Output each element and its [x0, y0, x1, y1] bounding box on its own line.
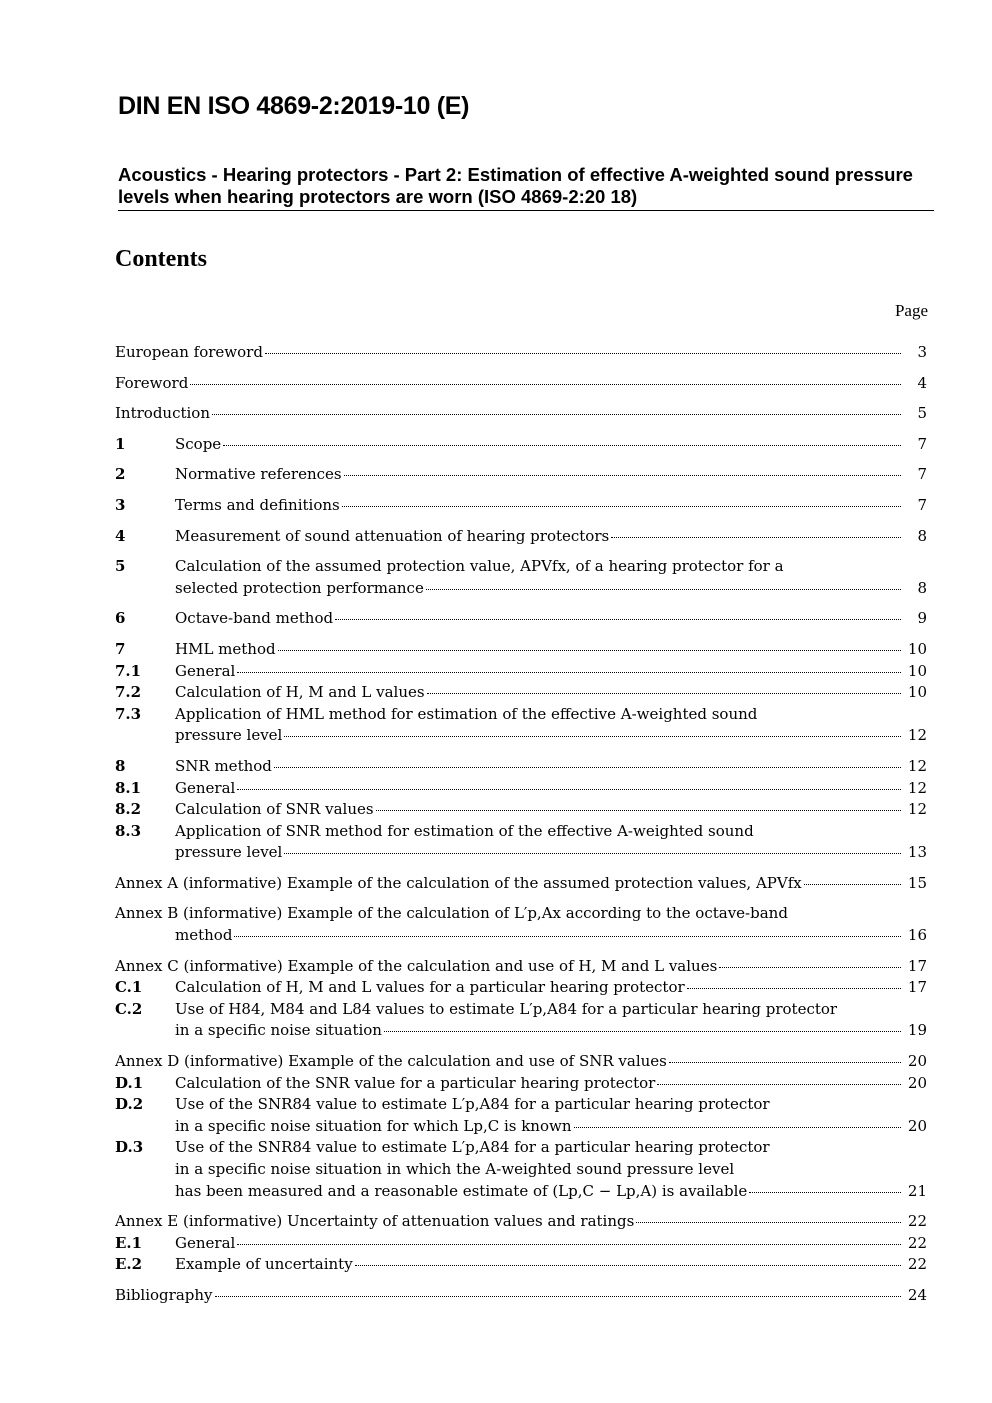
toc-entry[interactable] — [115, 556, 927, 578]
toc-entry[interactable] — [115, 1094, 927, 1116]
toc-dot-leader — [719, 966, 901, 968]
toc-entry-title: HML method — [175, 639, 276, 658]
toc-entry[interactable] — [115, 608, 927, 630]
page-header — [118, 92, 934, 207]
toc-entry-number: 8 — [115, 756, 126, 775]
toc-entry-number: 7.1 — [115, 661, 142, 680]
toc-entry[interactable] — [115, 403, 927, 425]
toc-group — [115, 342, 927, 364]
toc-entry[interactable] — [115, 1051, 927, 1073]
toc-dot-leader — [223, 444, 901, 446]
toc-group — [115, 903, 927, 946]
toc-entry-title: pressure level — [175, 843, 283, 862]
toc-entry-page: 22 — [907, 1233, 927, 1252]
toc-dot-leader — [669, 1061, 901, 1063]
toc-entry-title: method — [175, 926, 233, 945]
toc-entry-page: 20 — [907, 1052, 927, 1071]
toc-entry[interactable] — [115, 999, 927, 1021]
toc-entry[interactable] — [115, 903, 927, 925]
toc-entry-number: E.2 — [115, 1255, 143, 1274]
toc-group — [115, 608, 927, 630]
toc-dot-leader — [212, 413, 901, 415]
toc-entry[interactable] — [115, 925, 927, 947]
toc-entry-title: Calculation of H, M and L values — [175, 683, 425, 702]
toc-entry[interactable] — [115, 704, 927, 726]
toc-entry-page: 10 — [907, 683, 927, 702]
toc-group — [115, 434, 927, 456]
toc-dot-leader — [687, 987, 901, 989]
toc-entry-title: in a specific noise situation in which the A-weighted sound pressure level — [175, 1160, 735, 1178]
toc-entry-number: 8.3 — [115, 821, 142, 840]
toc-entry-page: 12 — [907, 800, 927, 819]
toc-dot-leader — [237, 1243, 901, 1245]
toc-dot-leader — [335, 618, 901, 620]
toc-dot-leader — [384, 1030, 901, 1032]
toc-entry-number: 6 — [115, 609, 126, 628]
toc-entry-page: 10 — [907, 639, 927, 658]
toc-entry-title: Annex B (informative) Example of the calculation of L′p,Ax according to the octave-band — [115, 904, 788, 923]
toc-dot-leader — [342, 505, 901, 507]
toc-dot-leader — [376, 809, 901, 811]
toc-dot-leader — [237, 788, 901, 790]
toc-dot-leader — [237, 671, 901, 673]
toc-entry-title: Annex A (informative) Example of the calculation of the assumed protection values, APVfx — [115, 873, 802, 892]
toc-entry-number: 7.2 — [115, 683, 142, 702]
toc-entry-title: selected protection performance — [175, 578, 424, 597]
toc-entry[interactable] — [115, 661, 927, 683]
toc-entry[interactable] — [115, 842, 927, 864]
toc-dot-leader — [427, 692, 901, 694]
toc-entry-number: 7.3 — [115, 704, 142, 723]
toc-dot-leader — [804, 883, 901, 885]
toc-entry[interactable] — [115, 977, 927, 999]
toc-entry-page: 7 — [917, 434, 927, 453]
toc-entry-number: 4 — [115, 526, 126, 545]
toc-entry-title: Octave-band method — [175, 609, 334, 628]
toc-entry-title: Foreword — [115, 373, 189, 392]
toc-entry-title: pressure level — [175, 726, 283, 745]
toc-entry-page: 3 — [917, 343, 927, 361]
toc-entry-title: Use of the SNR84 value to estimate L′p,A84 for a particular hearing protector — [175, 1138, 770, 1157]
toc-entry-page: 19 — [907, 1021, 927, 1040]
toc-entry-number: D.1 — [115, 1073, 144, 1092]
toc-entry-title: Example of uncertainty — [175, 1255, 353, 1274]
toc-entry-page: 8 — [917, 526, 927, 545]
toc-entry[interactable] — [115, 1233, 927, 1255]
toc-entry[interactable] — [115, 578, 927, 600]
page-column-label: Page — [894, 301, 928, 320]
toc-entry-title: Calculation of the SNR value for a particular hearing protector — [175, 1073, 656, 1092]
toc-group — [115, 526, 927, 548]
toc-entry[interactable] — [115, 373, 927, 395]
toc-entry-number: C.2 — [115, 999, 143, 1018]
toc-entry-number: 2 — [115, 465, 126, 484]
toc-entry[interactable] — [115, 725, 927, 747]
toc-dot-leader — [284, 852, 901, 854]
toc-entry-page: 21 — [907, 1181, 927, 1200]
toc-group — [115, 956, 927, 1042]
toc-dot-leader — [284, 735, 901, 737]
toc-dot-leader — [355, 1264, 901, 1266]
toc-entry[interactable] — [115, 342, 927, 364]
toc-entry-title: General — [175, 1233, 236, 1252]
toc-entry-page: 17 — [907, 956, 927, 975]
toc-entry[interactable] — [115, 1116, 927, 1138]
toc-entry-number: D.3 — [115, 1138, 144, 1157]
toc-entry-title: in a specific noise situation — [175, 1021, 382, 1040]
toc-entry-page: 9 — [917, 609, 927, 628]
toc-entry[interactable] — [115, 1020, 927, 1042]
toc-entry-title: Normative references — [175, 465, 342, 484]
toc-entry-number: 8.2 — [115, 800, 142, 819]
toc-group — [115, 403, 927, 425]
contents-heading: Contents — [115, 246, 208, 272]
toc-entry-page: 4 — [917, 373, 927, 392]
toc-entry[interactable] — [115, 1181, 927, 1203]
toc-group — [115, 373, 927, 395]
toc-entry-title: Use of the SNR84 value to estimate L′p,A84 for a particular hearing protector — [175, 1095, 770, 1114]
toc-entry[interactable] — [115, 873, 927, 895]
toc-entry-title: Application of SNR method for estimation of the effective A-weighted sound — [175, 821, 754, 840]
toc-entry[interactable] — [115, 1254, 927, 1276]
toc-entry[interactable] — [115, 1285, 927, 1307]
toc-entry-title: Annex D (informative) Example of the calculation and use of SNR values — [115, 1052, 667, 1071]
toc-dot-leader — [265, 352, 901, 354]
toc-entry-page: 16 — [907, 926, 927, 945]
toc-group — [115, 873, 927, 895]
toc-dot-leader — [278, 649, 901, 651]
toc-entry[interactable] — [115, 434, 927, 456]
toc-entry[interactable] — [115, 639, 927, 661]
toc-entry-title: Terms and definitions — [175, 495, 340, 514]
toc-entry-number: 7 — [115, 639, 126, 658]
toc-entry-title: Bibliography — [115, 1285, 213, 1304]
toc-entry-number: C.1 — [115, 978, 143, 997]
toc-group — [115, 756, 927, 864]
toc-dot-leader — [574, 1126, 902, 1128]
toc-entry-number: 1 — [115, 434, 126, 453]
toc-entry-page: 7 — [917, 465, 927, 484]
toc-entry[interactable] — [115, 526, 927, 548]
toc-group — [115, 464, 927, 486]
toc-entry-number: E.1 — [115, 1233, 143, 1252]
toc-entry-page: 5 — [917, 404, 927, 423]
toc-entry-page: 8 — [917, 578, 927, 597]
toc-entry[interactable] — [115, 756, 927, 778]
toc-entry-page: 13 — [907, 843, 927, 862]
toc-entry[interactable] — [115, 1159, 927, 1181]
toc-dot-leader — [215, 1295, 902, 1297]
toc-dot-leader — [426, 588, 901, 590]
toc-entry-title: European foreword — [115, 343, 263, 361]
toc-entry-title: Scope — [175, 434, 222, 453]
toc-entry-number: D.2 — [115, 1095, 144, 1114]
toc-group — [115, 495, 927, 517]
toc-dot-leader — [657, 1083, 901, 1085]
toc-entry-page: 12 — [907, 726, 927, 745]
toc-group — [115, 1285, 927, 1307]
toc-entry-title: Calculation of SNR values — [175, 800, 374, 819]
toc-entry-title: Annex E (informative) Uncertainty of attenuation values and ratings — [115, 1212, 635, 1231]
toc-entry-title: General — [175, 778, 236, 797]
toc-entry-title: in a specific noise situation for which Lp,C is known — [175, 1116, 572, 1135]
toc-entry-title: Application of HML method for estimation of the effective A-weighted sound — [175, 704, 758, 723]
toc-entry-title: has been measured and a reasonable estimate of (Lp,C − Lp,A) is available — [175, 1181, 748, 1200]
toc-entry-page: 10 — [907, 661, 927, 680]
toc-entry-title: Calculation of H, M and L values for a particular hearing protector — [175, 978, 685, 997]
toc-entry-number: 5 — [115, 557, 126, 576]
toc-entry[interactable] — [115, 799, 927, 821]
toc-entry-page: 24 — [907, 1285, 927, 1304]
toc-group — [115, 639, 927, 747]
toc-entry[interactable] — [115, 495, 927, 517]
document-title: Acoustics - Hearing protectors - Part 2: Estimation of effective A-weighted sound pressure levels when hearing protectors are worn (ISO 4869-2:20 18) — [118, 164, 934, 211]
toc-dot-leader — [344, 474, 901, 476]
toc-entry-page: 12 — [907, 778, 927, 797]
toc-entry-title: Introduction — [115, 404, 210, 423]
document-id: DIN EN ISO 4869-2:2019-10 (E) — [118, 92, 470, 120]
toc-entry-number: 3 — [115, 495, 126, 514]
toc-entry-title: Use of H84, M84 and L84 values to estimate L′p,A84 for a particular hearing protector — [175, 999, 838, 1018]
toc-entry[interactable] — [115, 1137, 927, 1159]
toc-entry[interactable] — [115, 1211, 927, 1233]
toc-entry[interactable] — [115, 1073, 927, 1095]
toc-entry-page: 22 — [907, 1212, 927, 1231]
toc-entry-title: Calculation of the assumed protection value, APVfx, of a hearing protector for a — [175, 557, 784, 576]
toc-entry-page: 7 — [917, 495, 927, 514]
toc-entry[interactable] — [115, 821, 927, 843]
toc-entry-title: General — [175, 661, 236, 680]
toc-entry[interactable] — [115, 464, 927, 486]
toc-group — [115, 1051, 927, 1202]
toc-group — [115, 556, 927, 599]
toc-entry[interactable] — [115, 778, 927, 800]
toc-dot-leader — [274, 766, 901, 768]
toc-entry-page: 12 — [907, 756, 927, 775]
toc-entry-page: 22 — [907, 1255, 927, 1274]
toc-entry-title: SNR method — [175, 756, 272, 775]
toc-entry-page: 15 — [907, 873, 927, 892]
toc-dot-leader — [190, 383, 901, 385]
toc-entry-title: Measurement of sound attenuation of hearing protectors — [175, 526, 610, 545]
toc-entry[interactable] — [115, 682, 927, 704]
toc-dot-leader — [611, 536, 901, 538]
toc-dot-leader — [234, 935, 901, 937]
toc-dot-leader — [749, 1191, 901, 1193]
toc-entry-page: 20 — [907, 1116, 927, 1135]
toc-dot-leader — [636, 1221, 901, 1223]
toc-entry-page: 20 — [907, 1073, 927, 1092]
toc-group — [115, 1211, 927, 1276]
toc-entry[interactable] — [115, 956, 927, 978]
table-of-contents — [115, 342, 927, 1316]
toc-entry-title: Annex C (informative) Example of the calculation and use of H, M and L values — [115, 956, 718, 975]
toc-entry-page: 17 — [907, 978, 927, 997]
toc-entry-number: 8.1 — [115, 778, 142, 797]
